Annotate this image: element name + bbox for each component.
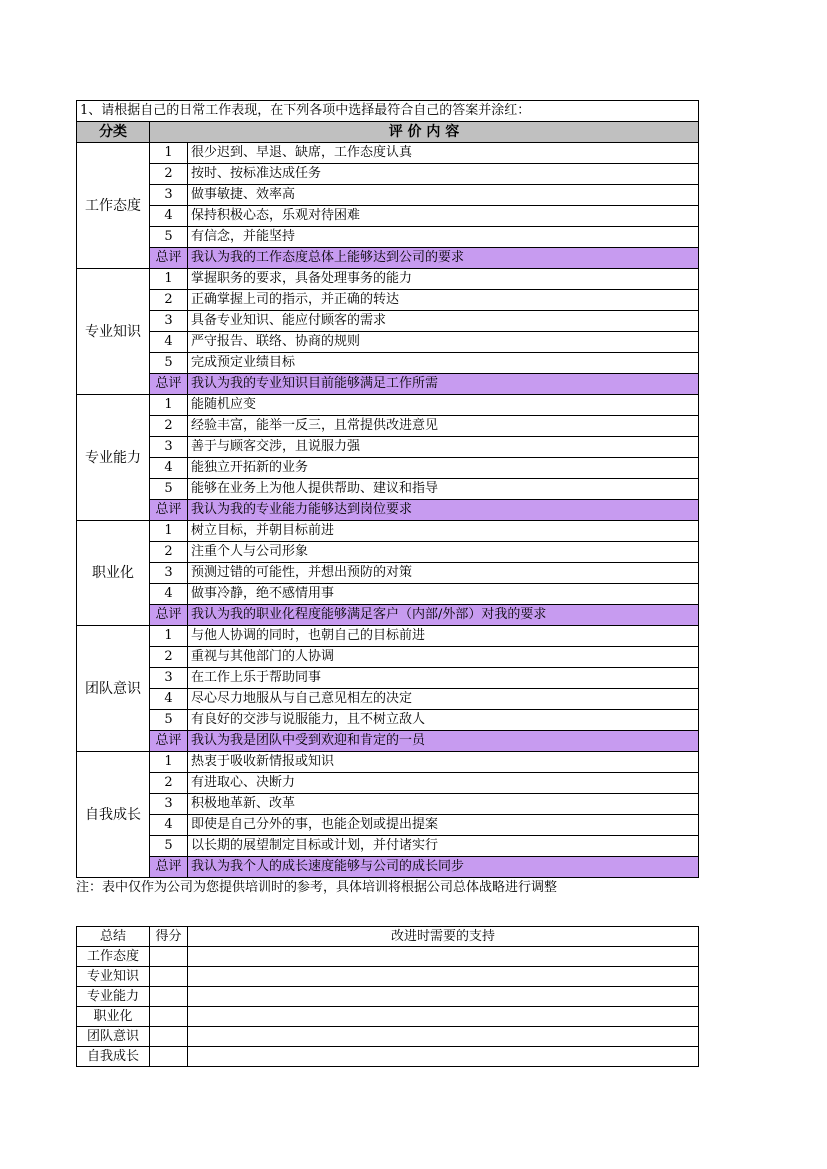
item-number: 5 xyxy=(150,710,188,731)
item-row[interactable] xyxy=(77,269,699,290)
support-cell[interactable] xyxy=(188,1007,699,1027)
category-label: 专业能力 xyxy=(77,395,150,521)
summary-table xyxy=(76,926,699,1067)
item-row[interactable] xyxy=(77,710,699,731)
item-text[interactable]: 很少迟到、早退、缺席，工作态度认真 xyxy=(188,143,699,164)
summary-table-row xyxy=(77,967,699,987)
score-cell[interactable] xyxy=(150,1047,188,1067)
item-row[interactable] xyxy=(77,773,699,794)
item-text[interactable]: 预测过错的可能性，并想出预防的对策 xyxy=(188,563,699,584)
summary-row[interactable] xyxy=(77,500,699,521)
item-row[interactable] xyxy=(77,416,699,437)
summary-table-row xyxy=(77,1027,699,1047)
item-text[interactable]: 即使是自己分外的事，也能企划或提出提案 xyxy=(188,815,699,836)
item-text[interactable]: 树立目标，并朝目标前进 xyxy=(188,521,699,542)
item-text[interactable]: 重视与其他部门的人协调 xyxy=(188,647,699,668)
item-row[interactable] xyxy=(77,395,699,416)
item-row[interactable] xyxy=(77,290,699,311)
item-row[interactable] xyxy=(77,353,699,374)
item-number: 5 xyxy=(150,353,188,374)
item-row[interactable] xyxy=(77,752,699,773)
item-text[interactable]: 能够在业务上为他人提供帮助、建议和指导 xyxy=(188,479,699,500)
category-label: 团队意识 xyxy=(77,626,150,752)
summary-header-row xyxy=(77,927,699,947)
summary-label: 总评 xyxy=(150,605,188,626)
item-text[interactable]: 掌握职务的要求，具备处理事务的能力 xyxy=(188,269,699,290)
summary-text[interactable]: 我认为我的专业能力能够达到岗位要求 xyxy=(188,500,699,521)
item-row[interactable] xyxy=(77,479,699,500)
support-cell[interactable] xyxy=(188,947,699,967)
item-text[interactable]: 正确掌握上司的指示，并正确的转达 xyxy=(188,290,699,311)
item-number: 4 xyxy=(150,689,188,710)
item-row[interactable] xyxy=(77,227,699,248)
summary-header-total: 总结 xyxy=(77,927,150,947)
summary-text[interactable]: 我认为我的工作态度总体上能够达到公司的要求 xyxy=(188,248,699,269)
item-text[interactable]: 注重个人与公司形象 xyxy=(188,542,699,563)
summary-label: 总评 xyxy=(150,374,188,395)
item-row[interactable] xyxy=(77,584,699,605)
summary-label: 总评 xyxy=(150,731,188,752)
item-row[interactable] xyxy=(77,143,699,164)
item-text[interactable]: 能独立开拓新的业务 xyxy=(188,458,699,479)
item-number: 3 xyxy=(150,185,188,206)
evaluation-sheet xyxy=(76,100,698,898)
summary-table-row xyxy=(77,1007,699,1027)
item-number: 5 xyxy=(150,479,188,500)
item-text[interactable]: 尽心尽力地服从与自己意见相左的决定 xyxy=(188,689,699,710)
summary-row[interactable] xyxy=(77,248,699,269)
summary-header-score: 得分 xyxy=(150,927,188,947)
item-text[interactable]: 积极地革新、改革 xyxy=(188,794,699,815)
item-row[interactable] xyxy=(77,437,699,458)
item-text[interactable]: 有信念，并能坚持 xyxy=(188,227,699,248)
category-label: 自我成长 xyxy=(77,752,150,878)
header-content: 评 价 内 容 xyxy=(150,122,699,143)
item-text[interactable]: 保持积极心态，乐观对待困难 xyxy=(188,206,699,227)
support-cell[interactable] xyxy=(188,987,699,1007)
summary-table-row xyxy=(77,987,699,1007)
item-row[interactable] xyxy=(77,311,699,332)
item-text[interactable]: 严守报告、联络、协商的规则 xyxy=(188,332,699,353)
summary-row-label: 专业能力 xyxy=(77,987,150,1007)
header-category: 分类 xyxy=(77,122,150,143)
item-text[interactable]: 按时、按标准达成任务 xyxy=(188,164,699,185)
item-row[interactable] xyxy=(77,542,699,563)
support-cell[interactable] xyxy=(188,1027,699,1047)
category-label: 职业化 xyxy=(77,521,150,626)
item-number: 3 xyxy=(150,437,188,458)
item-text[interactable]: 在工作上乐于帮助同事 xyxy=(188,668,699,689)
item-number: 1 xyxy=(150,143,188,164)
score-cell[interactable] xyxy=(150,947,188,967)
item-text[interactable]: 善于与顾客交涉，且说服力强 xyxy=(188,437,699,458)
score-cell[interactable] xyxy=(150,1007,188,1027)
item-text[interactable]: 具备专业知识、能应付顾客的需求 xyxy=(188,311,699,332)
item-row[interactable] xyxy=(77,185,699,206)
summary-text[interactable]: 我认为我是团队中受到欢迎和肯定的一员 xyxy=(188,731,699,752)
item-row[interactable] xyxy=(77,626,699,647)
item-text[interactable]: 完成预定业绩目标 xyxy=(188,353,699,374)
summary-row[interactable] xyxy=(77,605,699,626)
summary-text[interactable]: 我认为我的专业知识目前能够满足工作所需 xyxy=(188,374,699,395)
item-number: 1 xyxy=(150,626,188,647)
support-cell[interactable] xyxy=(188,967,699,987)
item-number: 1 xyxy=(150,521,188,542)
summary-row-label: 团队意识 xyxy=(77,1027,150,1047)
footnote: 注：表中仅作为公司为您提供培训时的参考，具体培训将根据公司总体战略进行调整 xyxy=(76,880,558,895)
header-row xyxy=(77,122,699,143)
item-number: 1 xyxy=(150,269,188,290)
item-text[interactable]: 有良好的交涉与说服能力，且不树立敌人 xyxy=(188,710,699,731)
summary-text[interactable]: 我认为我个人的成长速度能够与公司的成长同步 xyxy=(188,857,699,878)
item-number: 4 xyxy=(150,332,188,353)
item-row[interactable] xyxy=(77,164,699,185)
category-label: 专业知识 xyxy=(77,269,150,395)
item-number: 2 xyxy=(150,290,188,311)
item-number: 3 xyxy=(150,668,188,689)
item-text[interactable]: 做事敏捷、效率高 xyxy=(188,185,699,206)
item-row[interactable] xyxy=(77,836,699,857)
intro-row xyxy=(77,101,699,122)
summary-row-label: 专业知识 xyxy=(77,967,150,987)
item-text[interactable]: 以长期的展望制定目标或计划，并付诸实行 xyxy=(188,836,699,857)
item-row[interactable] xyxy=(77,815,699,836)
item-number: 1 xyxy=(150,752,188,773)
item-number: 3 xyxy=(150,563,188,584)
item-number: 3 xyxy=(150,794,188,815)
intro-text: 1、请根据自己的日常工作表现，在下列各项中选择最符合自己的答案并涂红： xyxy=(77,101,699,122)
summary-row[interactable] xyxy=(77,731,699,752)
summary-text[interactable]: 我认为我的职业化程度能够满足客户（内部/外部）对我的要求 xyxy=(188,605,699,626)
item-number: 1 xyxy=(150,395,188,416)
item-number: 5 xyxy=(150,836,188,857)
item-number: 2 xyxy=(150,542,188,563)
summary-label: 总评 xyxy=(150,500,188,521)
item-number: 4 xyxy=(150,815,188,836)
support-cell[interactable] xyxy=(188,1047,699,1067)
item-text[interactable]: 与他人协调的同时，也朝自己的目标前进 xyxy=(188,626,699,647)
item-number: 2 xyxy=(150,164,188,185)
item-row[interactable] xyxy=(77,521,699,542)
evaluation-table xyxy=(76,100,699,878)
item-row[interactable] xyxy=(77,647,699,668)
item-number: 2 xyxy=(150,773,188,794)
item-text[interactable]: 热衷于吸收新情报或知识 xyxy=(188,752,699,773)
item-text[interactable]: 做事冷静，绝不感情用事 xyxy=(188,584,699,605)
score-cell[interactable] xyxy=(150,1027,188,1047)
item-row[interactable] xyxy=(77,332,699,353)
item-number: 4 xyxy=(150,584,188,605)
summary-table-wrap xyxy=(76,926,698,1067)
summary-row-label: 职业化 xyxy=(77,1007,150,1027)
item-number: 4 xyxy=(150,458,188,479)
summary-header-support: 改进时需要的支持 xyxy=(188,927,699,947)
summary-row-label: 工作态度 xyxy=(77,947,150,967)
item-number: 2 xyxy=(150,647,188,668)
item-text[interactable]: 有进取心、决断力 xyxy=(188,773,699,794)
score-cell[interactable] xyxy=(150,987,188,1007)
item-number: 5 xyxy=(150,227,188,248)
item-row[interactable] xyxy=(77,458,699,479)
summary-row[interactable] xyxy=(77,374,699,395)
summary-label: 总评 xyxy=(150,857,188,878)
item-number: 4 xyxy=(150,206,188,227)
item-row[interactable] xyxy=(77,206,699,227)
item-text[interactable]: 能随机应变 xyxy=(188,395,699,416)
item-text[interactable]: 经验丰富，能举一反三，且常提供改进意见 xyxy=(188,416,699,437)
category-label: 工作态度 xyxy=(77,143,150,269)
summary-row-label: 自我成长 xyxy=(77,1047,150,1067)
item-row[interactable] xyxy=(77,563,699,584)
summary-row[interactable] xyxy=(77,857,699,878)
item-row[interactable] xyxy=(77,689,699,710)
item-row[interactable] xyxy=(77,794,699,815)
score-cell[interactable] xyxy=(150,967,188,987)
summary-label: 总评 xyxy=(150,248,188,269)
item-number: 2 xyxy=(150,416,188,437)
item-row[interactable] xyxy=(77,668,699,689)
summary-table-row xyxy=(77,947,699,967)
summary-table-row xyxy=(77,1047,699,1067)
item-number: 3 xyxy=(150,311,188,332)
